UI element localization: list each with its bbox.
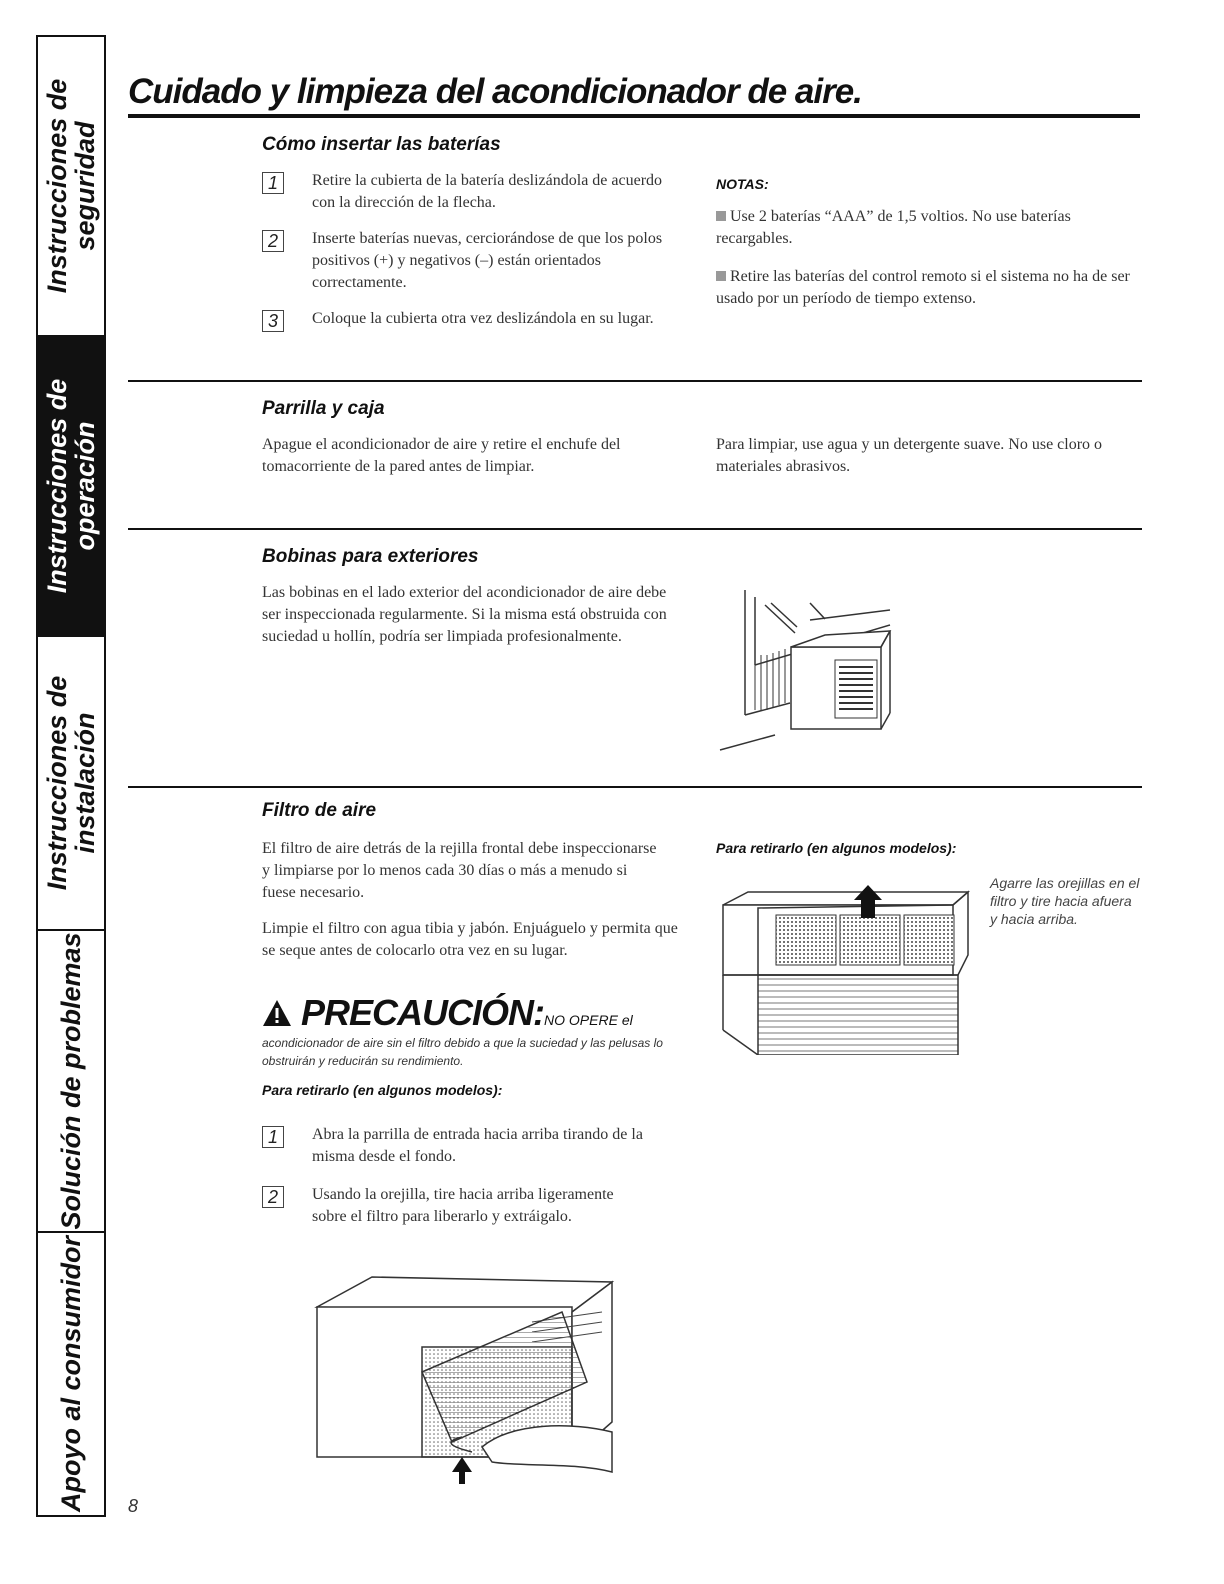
tab-installation-label: Instrucciones de instalación [42, 675, 100, 891]
step-text: Abra la parrilla de entrada hacia arriba tirando de la misma desde el fondo. [312, 1126, 643, 1165]
tab-safety[interactable] [38, 37, 104, 337]
battery-step-3 [262, 308, 682, 354]
warning-triangle-icon [262, 999, 292, 1027]
notes-heading: NOTAS: [716, 176, 769, 192]
outdoor-coil-illustration [715, 585, 895, 755]
square-bullet-icon [716, 271, 726, 281]
grille-text-left: Apague el acondicionador de aire y retire el enchufe del tomacorriente de la pared antes de limpiar. [262, 436, 621, 475]
section-divider [128, 786, 1142, 788]
tab-consumer-support-label: Apoyo al consumidor [56, 1235, 86, 1513]
note-item [716, 266, 1141, 310]
caution-word: PRECAUCIÓN: [301, 992, 545, 1033]
remove-heading: Para retirarlo (en algunos modelos): [262, 1082, 503, 1098]
step-number: 2 [262, 230, 284, 252]
title-rule [128, 114, 1140, 118]
page-title: Cuidado y limpieza del acondicionador de aire. [128, 72, 862, 111]
section-divider [128, 380, 1142, 382]
step-text: Inserte baterías nuevas, cerciorándose de que los polos positivos (+) y negativos (–) están orientados correctamente. [312, 230, 663, 291]
grille-filter-illustration [718, 880, 978, 1055]
filter-step-2 [262, 1184, 682, 1250]
tab-operation-label: Instrucciones de operación [42, 378, 100, 594]
filter-heading: Filtro de aire [262, 800, 377, 821]
grille-heading: Parrilla y caja [262, 398, 385, 419]
grille-text-right: Para limpiar, use agua y un detergente suave. No use cloro o materiales abrasivos. [716, 436, 1103, 475]
page-number: 8 [128, 1496, 139, 1516]
tab-troubleshooting-label: Solución de problemas [56, 932, 86, 1230]
battery-step-1 [262, 170, 682, 216]
note-item [716, 206, 1126, 250]
tab-installation[interactable] [38, 637, 104, 931]
step-text: Coloque la cubierta otra vez deslizándola en su lugar. [312, 310, 654, 327]
note-text: Use 2 baterías “AAA” de 1,5 voltios. No use baterías recargables. [716, 208, 1071, 247]
coils-heading: Bobinas para exteriores [262, 546, 479, 567]
section-divider [128, 528, 1142, 530]
battery-step-2 [262, 228, 682, 294]
tab-troubleshooting[interactable] [38, 931, 104, 1233]
step-number: 3 [262, 310, 284, 332]
filter-text-1: El filtro de aire detrás de la rejilla frontal debe inspeccionarse y limpiarse por lo menos cada 30 días o más a menudo si fuese necesario. [262, 840, 657, 901]
caution-text: acondicionador de aire sin el filtro debido a que la suciedad y las pelusas lo obstruirán y reducirán su rendimiento. [262, 1036, 663, 1068]
right-remove-heading: Para retirarlo (en algunos modelos): [716, 840, 957, 856]
batteries-heading: Cómo insertar las baterías [262, 134, 501, 155]
filter-caption: Agarre las orejillas en el filtro y tire hacia afuera y hacia arriba. [990, 875, 1140, 927]
filter-removal-illustration [312, 1272, 632, 1492]
filter-text-2: Limpie el filtro con agua tibia y jabón. Enjuáguelo y permita que se seque antes de colocarlo otra vez en su lugar. [262, 920, 678, 959]
step-number: 1 [262, 172, 284, 194]
note-text: Retire las baterías del control remoto si el sistema no ha de ser usado por un período de tiempo extenso. [716, 268, 1130, 307]
filter-step-1 [262, 1124, 682, 1170]
step-text: Usando la orejilla, tire hacia arriba ligeramente sobre el filtro para liberarlo y extráigalo. [312, 1186, 614, 1225]
side-tab-bar [36, 35, 106, 1517]
step-number: 1 [262, 1126, 284, 1148]
tab-consumer-support[interactable] [38, 1233, 104, 1515]
square-bullet-icon [716, 211, 726, 221]
tab-safety-label: Instrucciones de seguridad [42, 78, 100, 294]
step-text: Retire la cubierta de la batería deslizándola de acuerdo con la dirección de la flecha. [312, 172, 663, 211]
coils-text: Las bobinas en el lado exterior del acondicionador de aire debe ser inspeccionada regularmente. Si la misma está obstruida con suciedad u hollín, podría ser limpiada profesionalmente. [262, 584, 667, 645]
caution-heading [262, 992, 633, 1034]
tab-operation[interactable] [38, 337, 104, 637]
caution-lead: NO OPERE el [544, 1012, 633, 1028]
step-number: 2 [262, 1186, 284, 1208]
